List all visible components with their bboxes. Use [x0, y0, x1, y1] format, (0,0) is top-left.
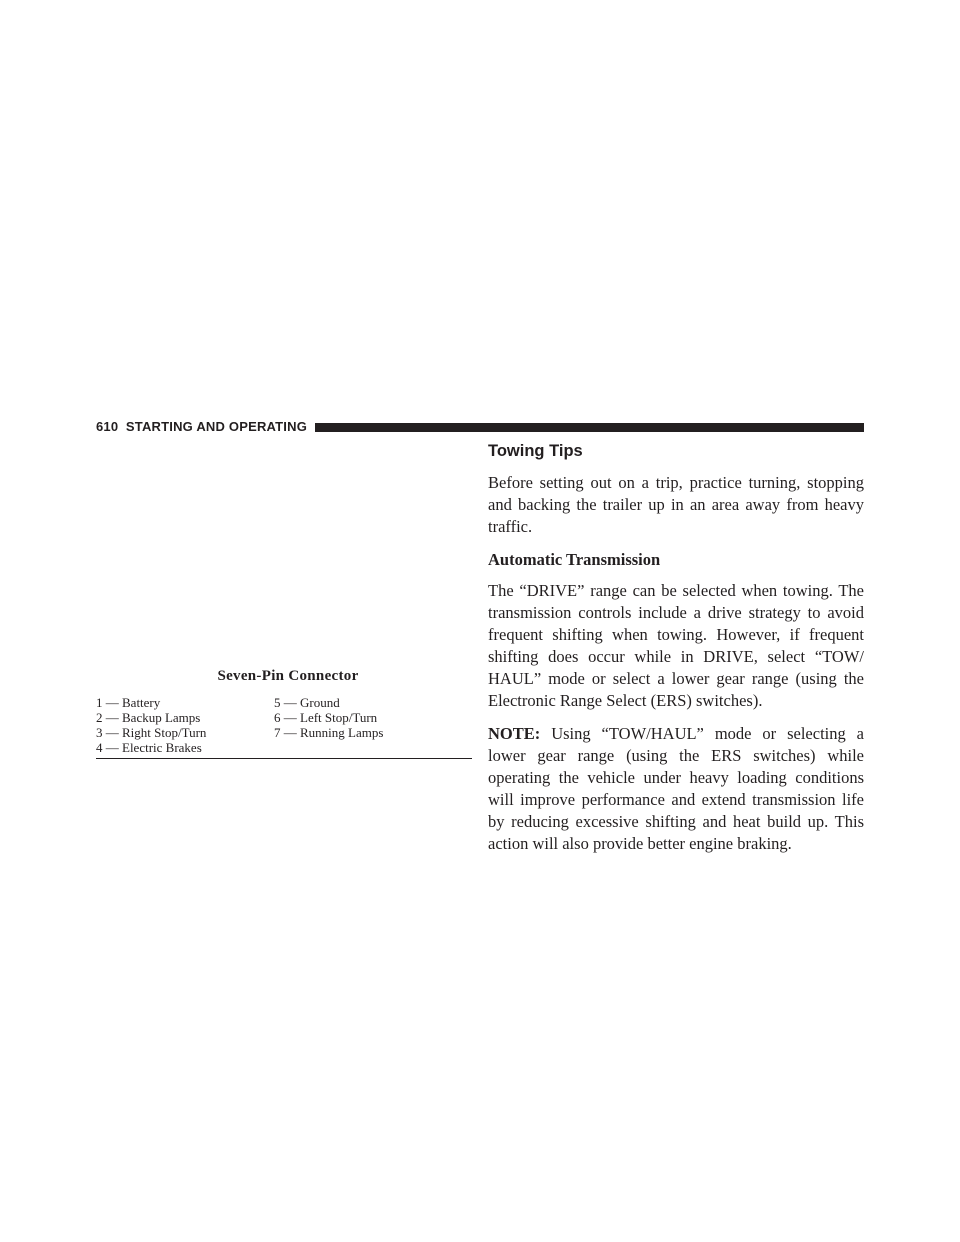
body-paragraph: The “DRIVE” range can be selected when towing. The transmission controls include a drive strategy to avoid frequent shifting when towing. However, if frequent shifting does occur while in DRIVE, select “TOW/ HAUL” mode or select a lower gear range (using the Electronic Range Select (ERS) switches).: [488, 581, 864, 710]
header-label: [96, 420, 315, 434]
note-paragraph: [488, 723, 864, 855]
note-text: Using “TOW/HAUL” mode or selecting a lower gear range (using the ERS switches) while operating the vehicle under heavy loading conditions will improve performance and extend transmission life by reducing excessive shifting and heat build up. This action will also provide better engine braking.: [488, 724, 864, 853]
subsection-title: Automatic Transmission: [488, 550, 661, 569]
legend-item: [274, 740, 472, 755]
page-header: [96, 420, 864, 434]
legend-item: 3 — Right Stop/Turn: [96, 725, 207, 740]
figure-caption: [96, 668, 472, 759]
legend-item: 2 — Backup Lamps: [96, 710, 201, 725]
header-rule: [315, 423, 864, 432]
caption-title: Seven-Pin Connector: [217, 668, 359, 684]
legend-item: 6 — Left Stop/Turn: [274, 710, 378, 725]
page-number: 610: [96, 419, 119, 434]
legend-item: 7 — Running Lamps: [274, 725, 384, 740]
legend-item: 1 — Battery: [96, 695, 161, 710]
intro-paragraph: Before setting out on a trip, practice turning, stopping and backing the trailer up in an area away from heavy traffic.: [488, 473, 864, 536]
caption-rule: [96, 758, 472, 759]
section-name: STARTING AND OPERATING: [125, 419, 308, 434]
legend-item: 4 — Electric Brakes: [96, 740, 202, 755]
note-label: NOTE:: [488, 724, 541, 743]
legend-item: 5 — Ground: [274, 695, 340, 710]
legend-grid: [96, 695, 472, 755]
main-content: [488, 440, 864, 866]
section-title: Towing Tips: [488, 442, 583, 460]
